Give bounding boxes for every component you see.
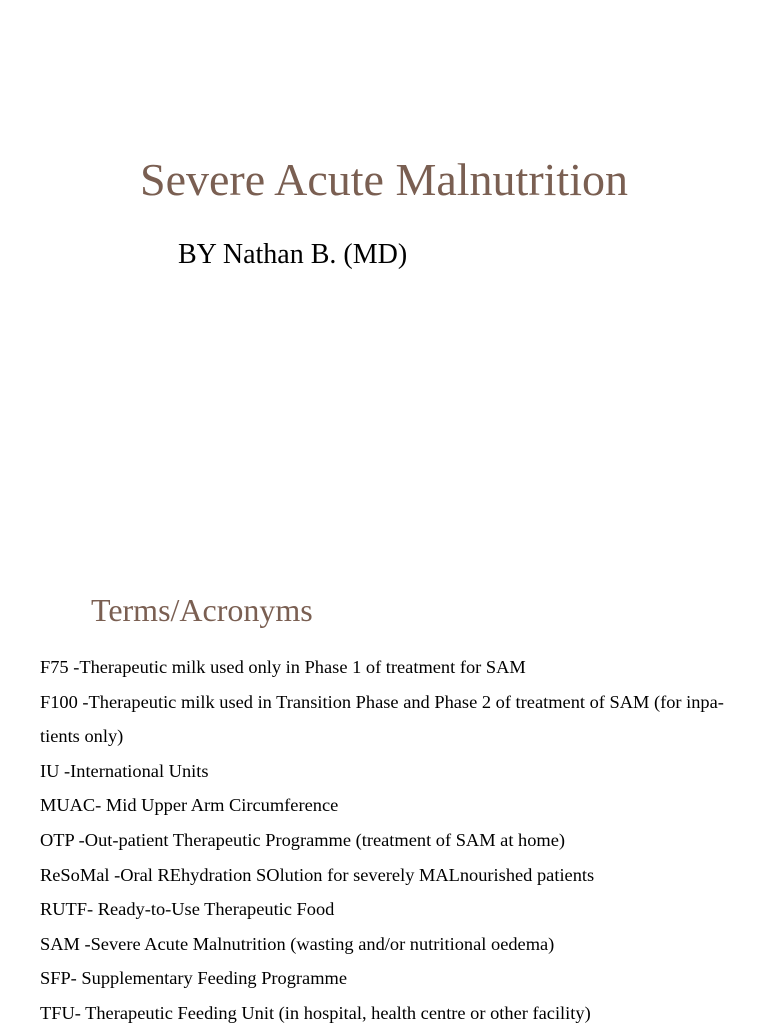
term-line-sfp: SFP- Supplementary Feeding Programme xyxy=(40,968,347,989)
term-line-f100-continued: tients only) xyxy=(40,726,124,747)
term-line-f75: F75 -Therapeutic milk used only in Phase 1 of treatment for SAM xyxy=(40,657,526,677)
terms-list xyxy=(40,650,760,1024)
slide-author: BY Nathan B. (MD) xyxy=(178,239,408,270)
slide-title: Severe Acute Malnutrition xyxy=(140,154,628,205)
term-line-iu: IU -International Units xyxy=(40,760,209,781)
term-line-resomal: ReSoMal -Oral REhydration SOlution for severely MALnourished patients xyxy=(40,864,595,885)
term-line-f100: F100 -Therapeutic milk used in Transition Phase and Phase 2 of treatment of SAM (for inpa- xyxy=(40,691,724,712)
term-line-otp: OTP -Out-patient Therapeutic Programme (treatment of SAM at home) xyxy=(40,829,566,850)
terms-heading: Terms/Acronyms xyxy=(91,592,313,628)
term-line-tfu: TFU- Therapeutic Feeding Unit (in hospital, health centre or other facility) xyxy=(40,1002,591,1023)
term-line-muac: MUAC- Mid Upper Arm Circumference xyxy=(40,795,339,816)
term-line-sam: SAM -Severe Acute Malnutrition (wasting and/or nutritional oedema) xyxy=(40,933,555,954)
term-line-rutf: RUTF- Ready-to-Use Therapeutic Food xyxy=(40,899,335,920)
